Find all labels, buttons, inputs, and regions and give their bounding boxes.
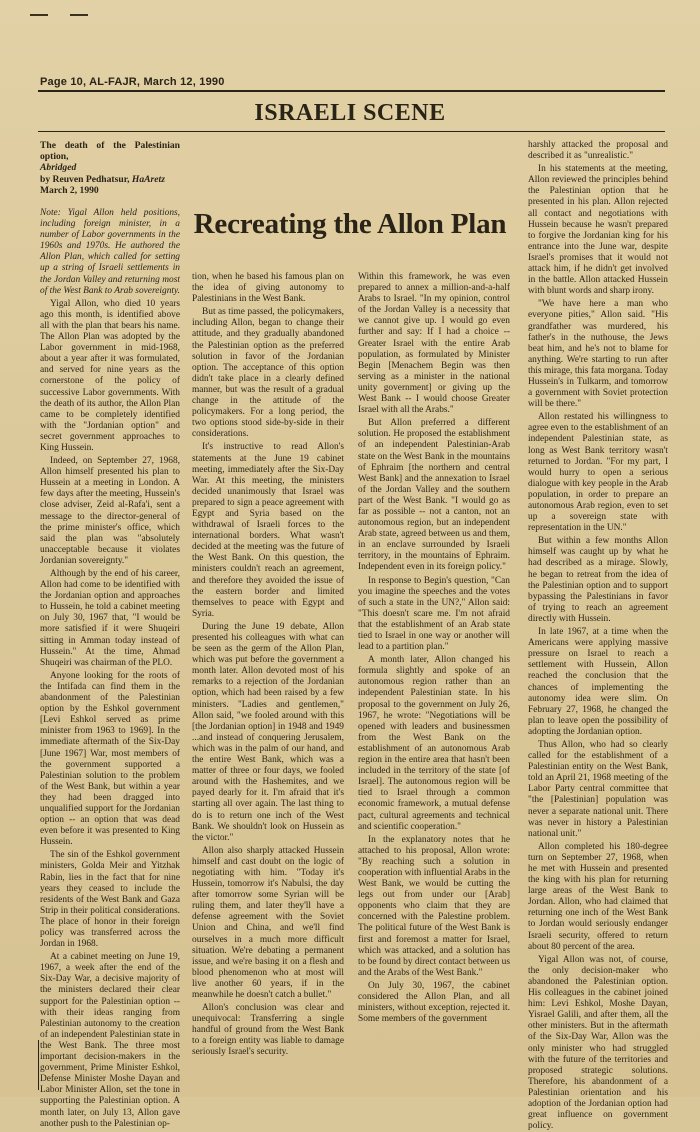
paragraph: But Allon preferred a different solution. He proposed the establishment of an independent Palestinian-Arab state on the West Bank in the mountains of Ephraim [the northern and central West Bank] and the annexation to Israel of the Jordan Valley and the southern part of the West Bank. "I would go as far as possible -- not a canton, not an autonomous region, but an independent Arab state, agreed between us and them, in an enclave surrounded by Israeli territory, in the mountains of Ephraim. Independent even in its foreign policy." [358,418,510,573]
paragraph: Yigal Allon was not, of course, the only decision-maker who abandoned the Palestinian option. His colleagues in the cabinet joined him: Levi Eshkol, Moshe Dayan, Yisrael Galili, and after them, all the other ministers. But in the aftermath of the Six-Day War, Allon was the only minister who had struggled with the future of the territories and proposed strategic solutions. Therefore, his abandonment of a Palestinian orientation and his adoption of the Jordanian option had great influence on government policy. [528,954,668,1132]
paragraph: It's instructive to read Allon's statements at the June 19 cabinet meeting, immediately after the Six-Day War. At this meeting, the ministers decided unanimously that Israel was prepared to sign a peace agreement with Egypt and Syria based on the withdrawal of Israeli forces to the international borders. What wasn't decided at the meeting was the future of the West Bank. On this question, the ministers couldn't reach an agreement, and therefore they avoided the issue of the eastern border and limited themselves to peace with Egypt and Syria. [192,442,344,619]
byline-author [40,174,180,185]
paragraph: But as time passed, the policymakers, including Allon, began to change their attitude, and they gradually abandoned the Palestinian option as the preferred solution in favor of the Jordanian option. The acceptance of this option didn't take place in a clearly defined manner, but was the result of a gradual change in the attitude of the policymakers. For a long period, the two options stood side-by-side in their considerations. [192,307,344,440]
article-column-3 [358,272,510,1072]
page-folio: Page 10, AL-FAJR, March 12, 1990 [40,76,225,88]
section-title: ISRAELI SCENE [254,100,446,126]
paragraph: But within a few months Allon himself was caught up by what he had described as a mirage. Slowly, he began to retreat from the idea of the Palestinian option and to support bypassing the Palestinians in favor of trying to reach an agreement directly with Hussein. [528,536,668,624]
editor-note: Note: Yigal Allon held positions, including foreign minister, in a number of Labor governments in the 1960s and 1970s. He authored the Allon Plan, which called for setting up a string of Israeli settlements in the Jordan Valley and returning most of the West Bank to Arab sovereignty. [40,208,180,296]
paragraph: Within this framework, he was even prepared to annex a million-and-a-half Arabs to Israel. "In my opinion, control of the Jordan Valley is a necessity that we cannot give up. I would go even further and say: If I had a choice -- Greater Israel with the entire Arab population, as formulated by Minister Begin [Menachem Begin was then serving as a minister in the national unity government] or giving up the West Bank -- I would choose Greater Israel with all the Arabs." [358,272,510,416]
byline-title: The death of the Palestinian option, [40,140,180,163]
byline-subtitle: Abridged [40,162,77,174]
folio-rule [38,90,665,92]
top-dash-right [70,14,88,16]
paragraph: Allon completed his 180-degree turn on September 27, 1968, when he met with Hussein and presented the king with his plan for returning large areas of the West Bank to Jordan. Allon, who had claimed that returning one inch of the West Bank to Jordan would seriously endanger Israeli security, offered to return about 80 percent of the area. [528,841,668,952]
paragraph: harshly attacked the proposal and described it as "unrealistic." [528,140,668,162]
paragraph: Anyone looking for the roots of the Intifada can find them in the abandonment of the Palestinian option by the Eshkol government [Levi Eshkol served as prime minister from 1963 to 1969]. In the immediate aftermath of the Six-Day [June 1967] War, most members of the government supported a Palestinian solution to the problem of the West Bank, but within a year they had been dragged into unqualified support for the Jordanian option -- an option that was dead even before it was presented to King Hussein. [40,670,180,848]
byline-publication: HaAretz [131,173,165,185]
paragraph: Allon's conclusion was clear and unequivocal: Transferring a single handful of ground from the West Bank to a foreign entity was liable to damage seriously Israel's security. [192,1003,344,1058]
top-dash-left [30,14,48,16]
paragraph: In the explanatory notes that he attached to his proposal, Allon wrote: "By reaching such a solution in cooperation with influential Arabs in the West Bank, we would be cutting the legs out from under our [Arab] opponents who claim that they are concerned with the Palestine problem. The political future of the West Bank is first and foremost a matter for Israel, which was attacked, and a solution has to be found by direct contact between us and the Arabs of the West Bank." [358,834,510,978]
paragraph: A month later, Allon changed his formula slightly and spoke of an autonomous region rather than an independent Palestinian state. In his proposal to the government on July 26, 1967, he wrote: "Negotiations will be opened with leaders and businessmen from the West Bank on the establishment of an autonomous Arab region in the entire area that hasn't been included in the territory of the state [of Israel]. The autonomous region will be tied to Israel through a common economic framework, a mutual defense pact, cultural agreements and technical and scientific cooperation." [358,655,510,832]
section-rule [38,131,665,132]
article-headline: Recreating the Allon Plan [193,208,507,240]
article-column-2 [192,272,344,1072]
paragraph: Thus Allon, who had so clearly called for the establishment of a Palestinian entity on the West Bank, told an April 21, 1968 meeting of the Labor Party central committee that "the [Palestinian] population was never a separate national unit. There was never in history a Palestinian national unit." [528,739,668,839]
paragraph: Allon restated his willingness to agree even to the establishment of an independent Palestinian state, as long as West Bank territory wasn't returned to Jordan. "For my part, I would hurry to open a serious dialogue with key people in the Arab population, in order to prepare an autonomous Arab region, even to set up a sovereign state with representation in the UN." [528,412,668,534]
paragraph: In response to Begin's question, "Can you imagine the speeches and the votes of such a state in the UN?," Allon said: "This doesn't scare me. I'm not afraid that the establishment of an Arab state tied to Israel in one way or another will lead to a partition plan." [358,575,510,653]
paragraph: At a cabinet meeting on June 19, 1967, a week after the end of the Six-Day War, a decisive majority of the ministers declared their clear support for the Palestinian option -- with their ideas ranging from Palestinian autonomy to the creation of an independent Palestinian state in the West Bank. The three most important decision-makers in the government, Prime Minister Eshkol, Defense Minister Moshe Dayan and Labor Minister Allon, set the tone in supporting the Palestinian option. A month later, on July 13, Allon gave another push to the Palestinian op- [40,952,180,1129]
paragraph: Yigal Allon, who died 10 years ago this month, is identified above all with the plan that bears his name. The Allon Plan was adopted by the Labor government in mid-1968, about a year after it was formulated, and served for nine years as the cornerstone of the policy of successive Labor governments. With the death of its author, the Allon Plan came to be completely identified with the "Jordanian option" and secret government approaches to King Hussein. [40,298,180,453]
byline [40,140,180,196]
paragraph: During the June 19 debate, Allon presented his colleagues with what can be seen as the germ of the Allon Plan, which was put before the government a month later. Allon devoted most of his remarks to a rejection of the Jordanian option, which had been raised by a few ministers. "Ladies and gentlemen," Allon said, "we fooled around with this [the Jordanian option] in 1948 and 1949 ...and instead of conquering Jerusalem, which was in the palm of our hand, and the entire West Bank, which was a matter of three or four days, we fooled around with the Hashemites, and we payed dearly for it. I'm afraid that it's starting all over again. The last thing to do is to return one inch of the West Bank. We shouldn't look on Hussein as the victor." [192,621,344,843]
top-edge-marks [30,14,670,22]
paragraph: On July 30, 1967, the cabinet considered the Allon Plan, and all ministers, without exception, rejected it. Some members of the government [358,980,510,1025]
article-column-4 [528,140,668,1132]
byline-date: March 2, 1990 [40,184,99,196]
paragraph: In his statements at the meeting, Allon reviewed the principles behind the Palestinian option that he presented in his plan. Allon rejected all contact and negotiations with Hussein because he wasn't prepared to forgive the Jordanian king for his entrance into the June war, despite Israel's promises that it would not attack him, if he didn't get involved in the battle. Allon attacked Hussein with blunt words and sharp irony. [528,164,668,297]
margin-line [38,1040,39,1090]
paragraph: The sin of the Eshkol government ministers, Golda Meir and Yitzhak Rabin, lies in the fact that for nine years they ceased to include the residents of the West Bank and Gaza Strip in their political considerations. The place of honor in their foreign policy was transferred across the Jordan in 1968. [40,850,180,950]
paragraph: "We have here a man who everyone pities," Allon said. "His grandfather was murdered, his father's in the nuthouse, the Jews beat him, and he's not to blame for anything. We're starting to run after this mirage, this fata morgana. Today Hussein's in Tulkarm, and tomorrow a government with Soviet protection will be there." [528,299,668,410]
paragraph: Indeed, on September 27, 1968, Allon himself presented his plan to Hussein at a meeting in London. A few days after the meeting, Hussein's close adviser, Zeid al-Rafa'i, sent a message to the director-general of the prime minister's office, which said the plan was "absolutely unacceptable because it violates Jordanian sovereignty." [40,456,180,566]
paragraph: tion, when he based his famous plan on the idea of giving autonomy to Palestinians in the West Bank. [192,272,344,305]
paragraph: Although by the end of his career, Allon had come to be identified with the Jordanian option and approaches to Hussein, he told a cabinet meeting on July 30, 1967 that, "I would be more satisfied if it were Shuqeiri sitting in Amman today instead of Hussein." At the time, Ahmad Shuqeiri was chairman of the PLO. [40,569,180,668]
paragraph: Allon also sharply attacked Hussein himself and cast doubt on the logic of negotiating with him. "Today it's Hussein, tomorrow it's Nabulsi, the day after tomorrow some Syrian will be ruling them, and later they'll have a defense agreement with the Soviet Union and China, and we'll find ourselves in a much more difficult situation. We're debating a permanent issue, and we're basing it on a flesh and blood phenomenon who at most will live another 60 years, if in the meanwhile he doesn't catch a bullet." [192,845,344,1000]
article-column-1 [40,140,180,1129]
byline-author-name: by Reuven Pedhatsur, [40,173,132,185]
paragraph: In late 1967, at a time when the Americans were applying massive pressure on Israel to reach a settlement with Hussein, Allon reached the conclusion that the chances of implementing the autonomy idea were slim. On February 27, 1968, he changed the plan to leave open the possibility of adopting the Jordanian option. [528,627,668,737]
